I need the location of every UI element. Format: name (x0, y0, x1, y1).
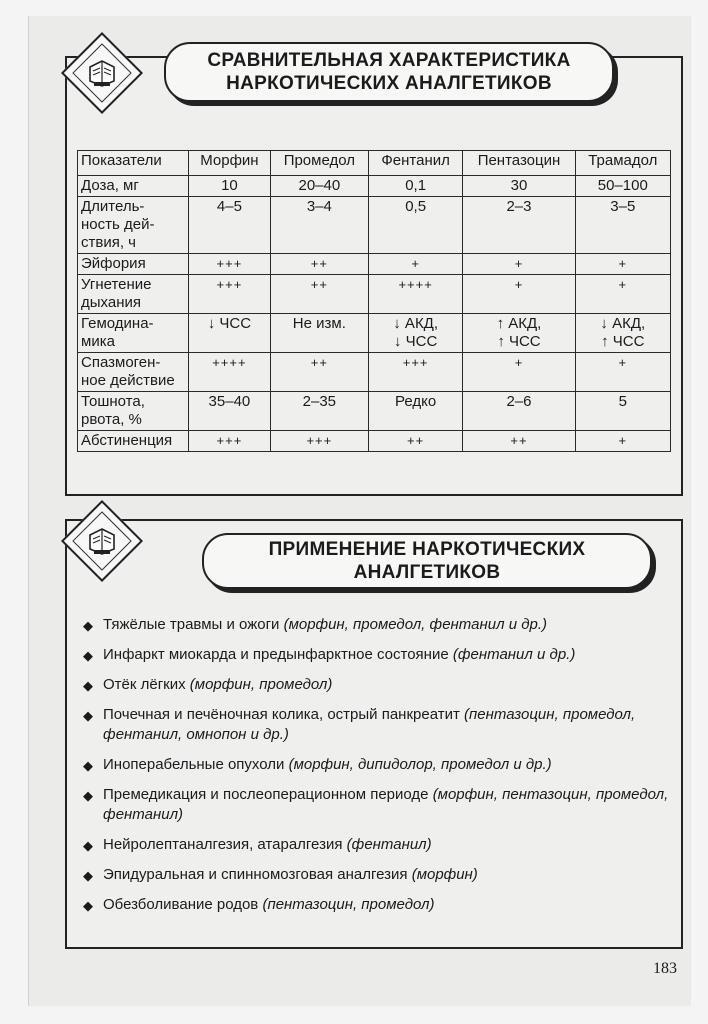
table-cell (270, 353, 368, 392)
row-label-line: Гемодина- (81, 315, 154, 332)
diamond-bullet-icon: ◆ (83, 758, 93, 773)
column-header-drug: Фентанил (368, 151, 463, 176)
table-cell (463, 314, 575, 353)
table-cell (463, 353, 575, 392)
list-item-text: Премедикация и послеоперационном периоде (103, 786, 433, 803)
diamond-bullet-icon: ◆ (83, 838, 93, 853)
table-cell (575, 176, 670, 197)
table-cell (189, 314, 271, 353)
table-cell (463, 275, 575, 314)
table-row (78, 275, 671, 314)
table-cell (368, 197, 463, 254)
cell-line: Редко (395, 393, 437, 410)
list-item (81, 675, 671, 695)
section1-title (164, 42, 614, 102)
cell-line: + (618, 256, 628, 271)
diamond-bullet-icon: ◆ (83, 708, 93, 723)
table-cell (463, 176, 575, 197)
row-label-line: Длитель- (81, 198, 145, 215)
table-cell (463, 197, 575, 254)
table-cell (368, 353, 463, 392)
list-item (81, 755, 671, 775)
cell-line: 10 (221, 177, 238, 194)
table-cell (270, 176, 368, 197)
section2-title-line2: АНАЛГЕТИКОВ (353, 562, 501, 583)
row-label (78, 314, 189, 353)
table-row (78, 431, 671, 452)
row-label-line: ное действие (81, 372, 175, 389)
diamond-bullet-icon: ◆ (83, 868, 93, 883)
table-cell (463, 254, 575, 275)
cell-line: 35–40 (208, 393, 251, 410)
list-item (81, 835, 671, 855)
book-logo-icon (82, 521, 122, 561)
usage-list (81, 615, 671, 925)
table-row (78, 314, 671, 353)
table-row (78, 392, 671, 431)
list-item-examples: (фентанил и др.) (452, 646, 576, 663)
row-label-line: Эйфория (81, 255, 146, 272)
section1-title-line1: СРАВНИТЕЛЬНАЯ ХАРАКТЕРИСТИКА (207, 50, 571, 71)
table-body (78, 176, 671, 452)
table-cell (270, 314, 368, 353)
cell-line: + (618, 277, 628, 292)
column-header-drug: Трамадол (575, 151, 670, 176)
table-cell (463, 392, 575, 431)
cell-line: + (514, 256, 524, 271)
list-item-text: Нейролептаналгезия, атаралгезия (103, 836, 347, 853)
section2-title (202, 533, 652, 589)
list-item-text: Инфаркт миокарда и предынфарктное состояние (103, 646, 453, 663)
list-item-examples: (пентазоцин, промедол) (262, 896, 435, 913)
table-row (78, 254, 671, 275)
list-item-examples: (морфин, промедол, фентанил и др.) (283, 616, 548, 633)
cell-line: 0,5 (405, 198, 427, 215)
cell-line: 2–6 (506, 393, 532, 410)
table-cell (575, 314, 670, 353)
table-cell (575, 353, 670, 392)
cell-line: Не изм. (292, 315, 346, 332)
cell-line: ↑ АКД, (496, 315, 542, 332)
page-number: 183 (653, 960, 677, 977)
list-item-text: Тяжёлые травмы и ожоги (103, 616, 284, 633)
cell-line: + (514, 355, 524, 370)
book-page (28, 16, 691, 1006)
diamond-bullet-icon: ◆ (83, 618, 93, 633)
table-cell (575, 275, 670, 314)
row-label (78, 353, 189, 392)
list-item (81, 705, 671, 745)
row-label (78, 275, 189, 314)
cell-line: 2–3 (506, 198, 532, 215)
cell-line: ++ (310, 256, 328, 271)
table-cell (368, 392, 463, 431)
list-item-examples: (фентанил) (346, 836, 432, 853)
cell-line: 0,1 (405, 177, 427, 194)
list-item-examples: (морфин, пентазоцин, промедол, фентанил) (103, 786, 669, 823)
column-header-indicator: Показатели (78, 151, 189, 176)
table-cell (270, 197, 368, 254)
cell-line: +++ (402, 355, 429, 370)
row-label (78, 176, 189, 197)
cell-line: ↓ АКД, (600, 315, 646, 332)
cell-line: ++++ (212, 355, 247, 370)
table-cell (270, 392, 368, 431)
cell-line: ++ (310, 355, 328, 370)
cell-line: 50–100 (597, 177, 648, 194)
table-cell (189, 197, 271, 254)
row-label-line: Доза, мг (81, 177, 139, 194)
cell-line: ++ (510, 433, 528, 448)
row-label-line: ствия, ч (81, 234, 136, 251)
table-cell (270, 254, 368, 275)
table-cell (270, 431, 368, 452)
table-cell (189, 275, 271, 314)
cell-line: +++ (306, 433, 333, 448)
list-item-text: Эпидуральная и спинномозговая аналгезия (103, 866, 412, 883)
cell-line: 4–5 (216, 198, 242, 215)
row-label (78, 197, 189, 254)
row-label (78, 431, 189, 452)
cell-line: 3–4 (306, 198, 332, 215)
list-item (81, 785, 671, 825)
cell-line: 20–40 (298, 177, 341, 194)
table-cell (368, 176, 463, 197)
section1-title-line2: НАРКОТИЧЕСКИХ АНАЛГЕТИКОВ (226, 73, 552, 94)
cell-line: +++ (216, 433, 243, 448)
list-item-text: Иноперабельные опухоли (103, 756, 289, 773)
table-cell (575, 431, 670, 452)
list-item-examples: (морфин) (411, 866, 478, 883)
table-cell (189, 254, 271, 275)
cell-line: ↑ ЧСС (497, 333, 541, 350)
cell-line: ↓ ЧСС (207, 315, 252, 332)
column-header-drug: Промедол (270, 151, 368, 176)
cell-line: +++ (216, 277, 243, 292)
table-cell (270, 275, 368, 314)
cell-line: 3–5 (610, 198, 636, 215)
row-label-line: Абстиненция (81, 432, 173, 449)
list-item-text: Обезболивание родов (103, 896, 263, 913)
row-label (78, 392, 189, 431)
cell-line: 2–35 (302, 393, 337, 410)
cell-line: ++++ (398, 277, 433, 292)
diamond-bullet-icon: ◆ (83, 648, 93, 663)
comparison-table (77, 150, 671, 452)
cell-line: ↑ ЧСС (601, 333, 645, 350)
diamond-bullet-icon: ◆ (83, 788, 93, 803)
usage-section (65, 519, 683, 949)
table-cell (368, 254, 463, 275)
cell-line: + (514, 277, 524, 292)
cell-line: 5 (618, 393, 627, 410)
table-header-row (78, 151, 671, 176)
column-header-drug: Пентазоцин (463, 151, 575, 176)
cell-line: ++ (407, 433, 425, 448)
cell-line: 30 (510, 177, 528, 194)
table-cell (575, 254, 670, 275)
table-row (78, 197, 671, 254)
section2-title-line1: ПРИМЕНЕНИЕ НАРКОТИЧЕСКИХ (268, 539, 586, 560)
row-label-line: дыхания (81, 294, 141, 311)
table-row (78, 353, 671, 392)
row-label-line: Угнетение (81, 276, 152, 293)
table-cell (575, 392, 670, 431)
row-label (78, 254, 189, 275)
list-item-examples: (пентазоцин, промедол, фентанил, омнопон и др.) (103, 706, 636, 743)
list-item-text: Почечная и печёночная колика, острый панкреатит (103, 706, 465, 723)
table-cell (368, 431, 463, 452)
list-item-text: Отёк лёгких (103, 676, 190, 693)
table-cell (463, 431, 575, 452)
table-cell (189, 392, 271, 431)
list-item-examples: (морфин, промедол) (189, 676, 333, 693)
table-cell (368, 275, 463, 314)
cell-line: + (411, 256, 420, 271)
list-item (81, 865, 671, 885)
book-logo-icon (82, 53, 122, 93)
row-label-line: Тошнота, (81, 393, 145, 410)
list-item (81, 645, 671, 665)
row-label-line: рвота, % (81, 411, 142, 428)
cell-line: ↓ ЧСС (393, 333, 438, 350)
table-cell (189, 431, 271, 452)
diamond-bullet-icon: ◆ (83, 678, 93, 693)
table-cell (189, 353, 271, 392)
column-header-drug: Морфин (189, 151, 271, 176)
table-row (78, 176, 671, 197)
list-item-examples: (морфин, дипидолор, промедол и др.) (288, 756, 552, 773)
cell-line: +++ (216, 256, 243, 271)
row-label-line: мика (81, 333, 115, 350)
table-cell (575, 197, 670, 254)
cell-line: ↓ АКД, (393, 315, 439, 332)
cell-line: + (618, 433, 628, 448)
table-cell (189, 176, 271, 197)
cell-line: ++ (310, 277, 328, 292)
cell-line: + (618, 355, 628, 370)
table-cell (368, 314, 463, 353)
list-item (81, 895, 671, 915)
list-item (81, 615, 671, 635)
comparison-section (65, 56, 683, 496)
diamond-bullet-icon: ◆ (83, 898, 93, 913)
row-label-line: ность дей- (81, 216, 155, 233)
row-label-line: Спазмоген- (81, 354, 161, 371)
